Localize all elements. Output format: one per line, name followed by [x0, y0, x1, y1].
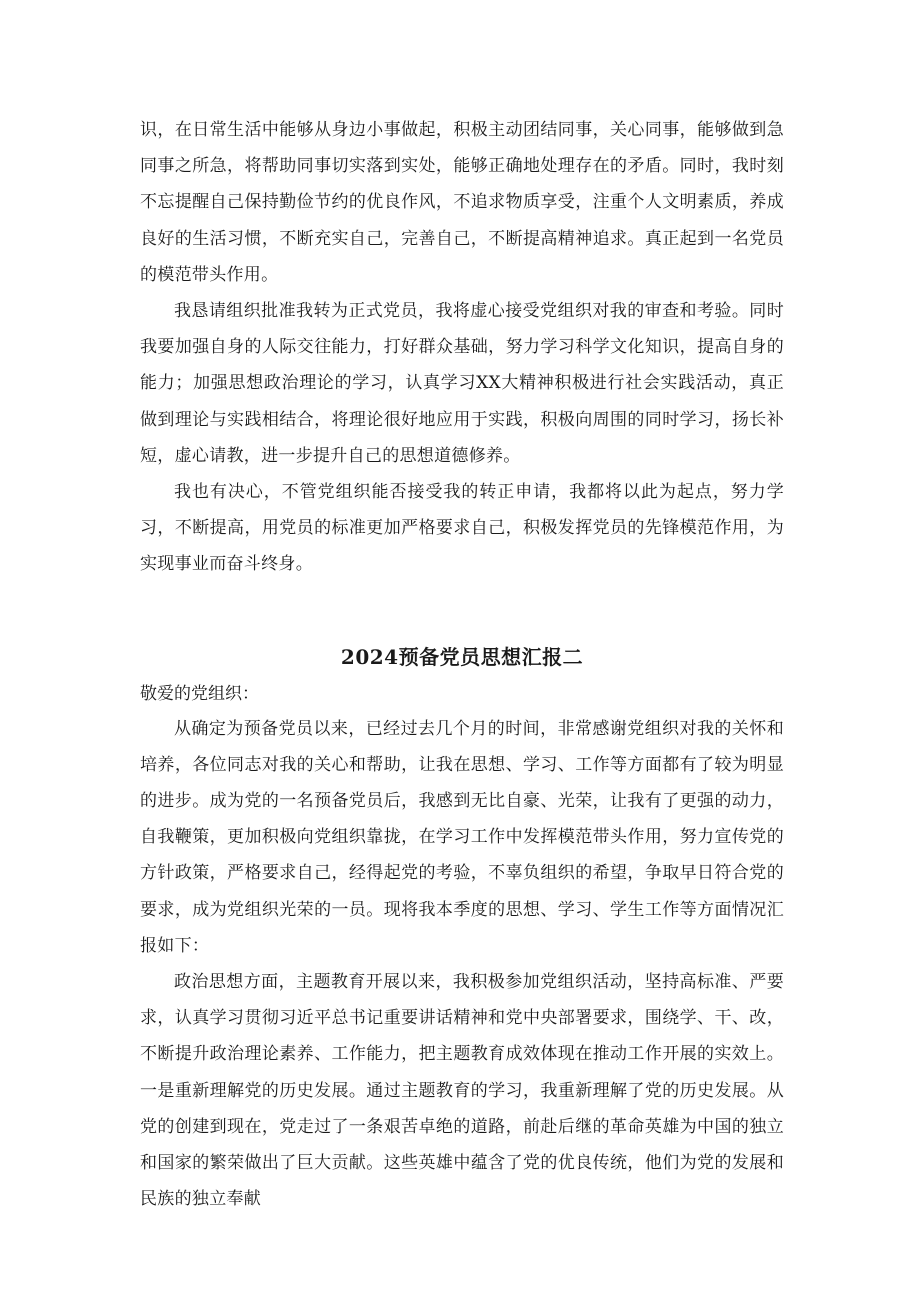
- section-title: 2024预备党员思想汇报二: [340, 644, 584, 669]
- document-page: [140, 112, 784, 1217]
- body-paragraph: 从确定为预备党员以来，已经过去几个月的时间，非常感谢党组织对我的关怀和培养，各位同志对我的关心和帮助，让我在思想、学习、工作等方面都有了较为明显的进步。成为党的一名预备党员后，我感到无比自豪、光荣，让我有了更强的动力，自我鞭策，更加积极向党组织靠拢，在学习工作中发挥模范带头作用，努力宣传党的方针政策，严格要求自己，经得起党的考验，不辜负组织的希望，争取早日符合党的要求，成为党组织光荣的一员。现将我本季度的思想、学习、学生工作等方面情况汇报如下：: [140, 718, 784, 956]
- salutation: 敬爱的党组织：: [140, 683, 259, 704]
- body-paragraph: 我恳请组织批准我转为正式党员，我将虚心接受党组织对我的审查和考验。同时我要加强自身的人际交往能力，打好群众基础，努力学习科学文化知识，提高自身的能力；加强思想政治理论的学习，认真学习XX大精神积极进行社会实践活动，真正做到理论与实践相结合，将理论很好地应用于实践，积极向周围的同时学习，扬长补短，虚心请教，进一步提升自己的思想道德修养。: [140, 301, 784, 466]
- body-paragraph: 我也有决心，不管党组织能否接受我的转正申请，我都将以此为起点，努力学习，不断提高，用党员的标准更加严格要求自己，积极发挥党员的先锋模范作用，为实现事业而奋斗终身。: [140, 482, 784, 575]
- body-paragraph: 政治思想方面，主题教育开展以来，我积极参加党组织活动，坚持高标准、严要求，认真学习贯彻习近平总书记重要讲话精神和党中央部署要求，围绕学、干、改，不断提升政治理论素养、工作能力，把主题教育成效体现在推动工作开展的实效上。一是重新理解党的历史发展。通过主题教育的学习，我重新理解了党的历史发展。从党的创建到现在，党走过了一条艰苦卓绝的道路，前赴后继的革命英雄为中国的独立和国家的繁荣做出了巨大贡献。这些英雄中蕴含了党的优良传统，他们为党的发展和民族的独立奉献: [140, 972, 784, 1210]
- body-paragraph: 识，在日常生活中能够从身边小事做起，积极主动团结同事，关心同事，能够做到急同事之所急，将帮助同事切实落到实处，能够正确地处理存在的矛盾。同时，我时刻不忘提醒自己保持勤俭节约的优良作风，不追求物质享受，注重个人文明素质，养成良好的生活习惯，不断充实自己，完善自己，不断提高精神追求。真正起到一名党员的模范带头作用。: [140, 120, 784, 285]
- section-spacer: [140, 583, 784, 639]
